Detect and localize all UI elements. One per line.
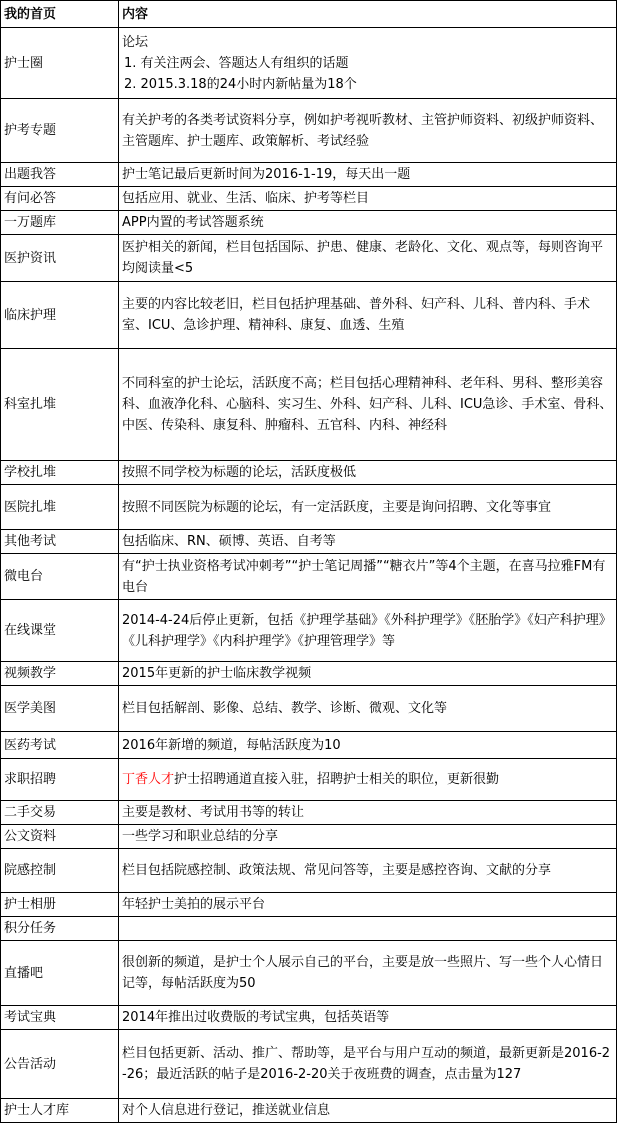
row-name: 出题我答 xyxy=(1,163,119,187)
row-content xyxy=(119,759,617,801)
row-content: 2015年更新的护士临床教学视频 xyxy=(119,662,617,686)
table-row xyxy=(1,1030,617,1099)
row-content: 对个人信息进行登记，推送就业信息 xyxy=(119,1099,617,1123)
row-content: 年轻护士美拍的展示平台 xyxy=(119,893,617,917)
table-row xyxy=(1,235,617,282)
row-name: 护士人才库 xyxy=(1,1099,119,1123)
row-name: 二手交易 xyxy=(1,801,119,825)
row-content: 主要的内容比较老旧，栏目包括护理基础、普外科、妇产科、儿科、普内科、手术室、ICU、急诊护理、精神科、康复、血透、生殖 xyxy=(119,282,617,349)
table-row xyxy=(1,917,617,941)
row-name: 直播吧 xyxy=(1,941,119,1006)
row-content: 包括临床、RN、硕博、英语、自考等 xyxy=(119,530,617,554)
row-name: 医护资讯 xyxy=(1,235,119,282)
row-name: 医药考试 xyxy=(1,732,119,759)
table-row xyxy=(1,1006,617,1030)
row-content: 一些学习和职业总结的分享 xyxy=(119,825,617,849)
table-row xyxy=(1,941,617,1006)
row-content: 主要是教材、考试用书等的转让 xyxy=(119,801,617,825)
table-row xyxy=(1,530,617,554)
table-row xyxy=(1,801,617,825)
table-row xyxy=(1,686,617,732)
row-content: 医护相关的新闻，栏目包括国际、护患、健康、老龄化、文化、观点等，每则咨询平均阅读量<5 xyxy=(119,235,617,282)
table-row xyxy=(1,759,617,801)
row-name: 护士圈 xyxy=(1,28,119,99)
table-row xyxy=(1,849,617,893)
header-col-content: 内容 xyxy=(119,1,617,28)
table-row xyxy=(1,485,617,530)
row-name: 临床护理 xyxy=(1,282,119,349)
row-content: 按照不同医院为标题的论坛，有一定活跃度，主要是询问招聘、文化等事宜 xyxy=(119,485,617,530)
table-row xyxy=(1,282,617,349)
table-row xyxy=(1,893,617,917)
table-row xyxy=(1,461,617,485)
row-content: 有关护考的各类考试资料分享，例如护考视听教材、主管护师资料、初级护师资料、主管题库、护士题库、政策解析、考试经验 xyxy=(119,99,617,163)
row-name: 有问必答 xyxy=(1,187,119,211)
row-name: 考试宝典 xyxy=(1,1006,119,1030)
row-name: 积分任务 xyxy=(1,917,119,941)
row-content: 2014年推出过收费版的考试宝典，包括英语等 xyxy=(119,1006,617,1030)
row-content-line: 2. 2015.3.18的24小时内新帖量为18个 xyxy=(124,76,357,92)
row-content: 2014-4-24后停止更新，包括《护理学基础》《外科护理学》《胚胎学》《妇产科护理》《儿科护理学》《内科护理学》《护理管理学》等 xyxy=(119,600,617,662)
row-name: 公告活动 xyxy=(1,1030,119,1099)
table-row xyxy=(1,825,617,849)
row-name: 学校扎堆 xyxy=(1,461,119,485)
header-col-section: 我的首页 xyxy=(1,1,119,28)
row-content: 包括应用、就业、生活、临床、护考等栏目 xyxy=(119,187,617,211)
row-content xyxy=(119,28,617,99)
row-name: 医学美图 xyxy=(1,686,119,732)
row-content: 2016年新增的频道，每帖活跃度为10 xyxy=(119,732,617,759)
table-row xyxy=(1,600,617,662)
row-content: 栏目包括解剖、影像、总结、教学、诊断、微观、文化等 xyxy=(119,686,617,732)
table-row xyxy=(1,554,617,600)
row-name: 医院扎堆 xyxy=(1,485,119,530)
row-name: 护考专题 xyxy=(1,99,119,163)
table-row xyxy=(1,187,617,211)
header-row xyxy=(1,1,617,28)
row-content xyxy=(119,917,617,941)
table-row xyxy=(1,99,617,163)
table-row xyxy=(1,662,617,686)
row-content: 按照不同学校为标题的论坛，活跃度极低 xyxy=(119,461,617,485)
row-content-line: 论坛 xyxy=(122,34,149,50)
row-content: 栏目包括院感控制、政策法规、常见问答等，主要是感控咨询、文献的分享 xyxy=(119,849,617,893)
row-name: 在线课堂 xyxy=(1,600,119,662)
row-content-text: 护士招聘通道直接入驻，招聘护士相关的职位，更新很勤 xyxy=(174,772,500,787)
row-content: 很创新的频道，是护士个人展示自己的平台，主要是放一些照片、写一些个人心情日记等，每帖活跃度为50 xyxy=(119,941,617,1006)
row-content-line: 1. 有关注两会、答题达人有组织的话题 xyxy=(124,55,349,71)
row-name: 其他考试 xyxy=(1,530,119,554)
table-row xyxy=(1,211,617,235)
row-name: 护士相册 xyxy=(1,893,119,917)
row-name: 求职招聘 xyxy=(1,759,119,801)
row-content: 不同科室的护士论坛，活跃度不高；栏目包括心理精神科、老年科、男科、整形美容科、血液净化科、心脑科、实习生、外科、妇产科、儿科、ICU急诊、手术室、骨科、中医、传染科、康复科、肿瘤科、五官科、内科、神经科 xyxy=(119,349,617,461)
row-name: 公文资料 xyxy=(1,825,119,849)
row-content: 栏目包括更新、活动、推广、帮助等，是平台与用户互动的频道，最新更新是2016-2-26；最近活跃的帖子是2016-2-20关于夜班费的调查，点击量为127 xyxy=(119,1030,617,1099)
table-row xyxy=(1,349,617,461)
row-content: 有“护士执业资格考试冲刺考”“护士笔记周播”“糖衣片”等4个主题，在喜马拉雅FM有电台 xyxy=(119,554,617,600)
row-name: 科室扎堆 xyxy=(1,349,119,461)
table-row xyxy=(1,1099,617,1123)
row-content: APP内置的考试答题系统 xyxy=(119,211,617,235)
row-name: 微电台 xyxy=(1,554,119,600)
row-name: 视频教学 xyxy=(1,662,119,686)
highlight-text: 丁香人才 xyxy=(122,772,175,787)
row-content: 护士笔记最后更新时间为2016-1-19，每天出一题 xyxy=(119,163,617,187)
row-name: 一万题库 xyxy=(1,211,119,235)
table-row xyxy=(1,28,617,99)
table-row xyxy=(1,732,617,759)
row-name: 院感控制 xyxy=(1,849,119,893)
table-row xyxy=(1,163,617,187)
